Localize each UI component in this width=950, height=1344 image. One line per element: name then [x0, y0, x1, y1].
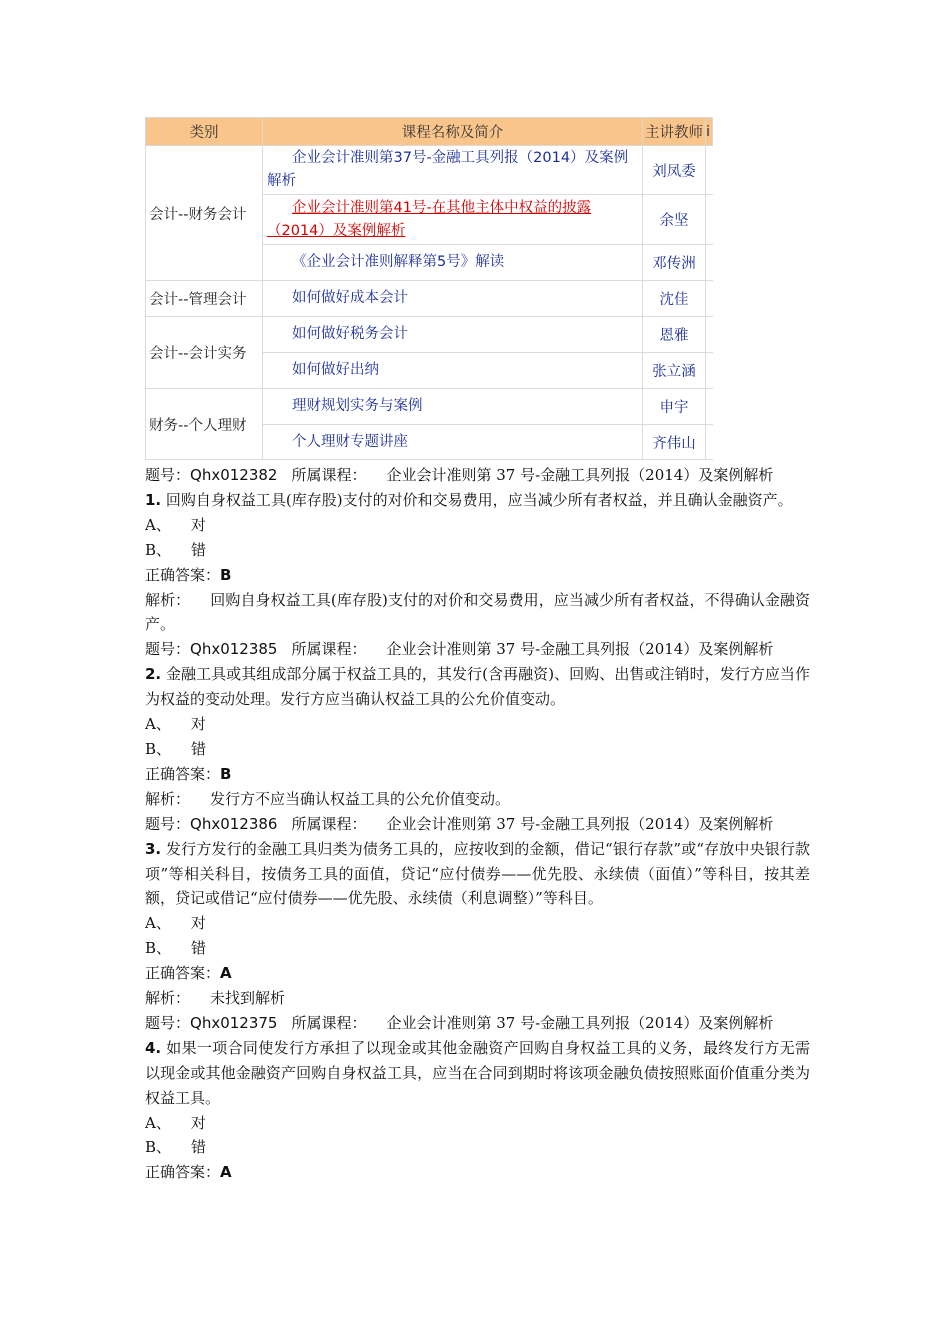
teacher-name: 余坚: [643, 195, 706, 245]
category-cell: 财务--个人理财: [146, 389, 263, 460]
analysis: 解析： 未找到解析: [145, 989, 286, 1008]
table-row: [146, 389, 713, 425]
course-table: [145, 117, 713, 460]
table-row: [146, 146, 713, 195]
analysis: 解析： 发行方不应当确认权益工具的公允价值变动。: [145, 789, 511, 808]
teacher-name: 邓传洲: [643, 245, 706, 281]
question-list: [145, 463, 810, 1185]
option-b: B、 错: [145, 939, 207, 958]
question-meta: 题号：Qhx012386 所属课程： 企业会计准则第 37 号-金融工具列报（2014）及案例解析: [145, 814, 774, 833]
teacher-name: 齐伟山: [643, 425, 706, 460]
question-text: 1. 回购自身权益工具(库存股)支付的对价和交易费用，应当减少所有者权益，并且确认金融资产。: [145, 490, 793, 509]
header-category: 类别: [146, 118, 263, 146]
correct-answer: 正确答案：A: [145, 1163, 232, 1182]
option-a: A、 对: [145, 914, 206, 933]
header-extra: i: [706, 118, 713, 146]
option-b: B、 错: [145, 739, 207, 758]
correct-answer: 正确答案：B: [145, 565, 232, 584]
table-row: [146, 317, 713, 353]
course-link[interactable]: 个人理财专题讲座: [263, 425, 643, 460]
correct-answer: 正确答案：B: [145, 764, 232, 783]
teacher-name: 申宇: [643, 389, 706, 425]
category-cell: 会计--管理会计: [146, 281, 263, 317]
course-link[interactable]: 企业会计准则第37号-金融工具列报（2014）及案例解析: [263, 146, 643, 195]
course-link-highlighted[interactable]: 企业会计准则第41号-在其他主体中权益的披露（2014）及案例解析: [263, 195, 643, 245]
teacher-name: 张立涵: [643, 353, 706, 389]
header-course: 课程名称及简介: [263, 118, 643, 146]
teacher-name: 沈佳: [643, 281, 706, 317]
correct-answer: 正确答案：A: [145, 964, 232, 983]
option-b: B、 错: [145, 540, 207, 559]
header-teacher: 主讲教师: [643, 118, 706, 146]
category-cell: 会计--会计实务: [146, 317, 263, 389]
table-header-row: [146, 118, 713, 146]
option-a: A、 对: [145, 715, 206, 734]
question-text: 4. 如果一项合同使发行方承担了以现金或其他金融资产回购自身权益工具的义务，最终发行方无需以现金或其他金融资产回购自身权益工具，应当在合同到期时将该项金融负债按照账面价值重分类为权益工具。: [145, 1038, 810, 1107]
analysis: 解析： 回购自身权益工具(库存股)支付的对价和交易费用，应当减少所有者权益，不得确认金融资产。: [145, 590, 810, 634]
option-a: A、 对: [145, 515, 206, 534]
teacher-name: 恩雅: [643, 317, 706, 353]
course-link[interactable]: 如何做好出纳: [263, 353, 643, 389]
course-link[interactable]: 理财规划实务与案例: [263, 389, 643, 425]
option-a: A、 对: [145, 1113, 206, 1132]
question-text: 3. 发行方发行的金融工具归类为债务工具的，应按收到的金额，借记“银行存款”或“存放中央银行款项”等相关科目，按债务工具的面值，贷记“应付债券——优先股、永续债（面值）”等科目，按其差额，贷记或借记“应付债券——优先股、永续债（利息调整）”等科目。: [145, 839, 810, 908]
course-link[interactable]: 如何做好成本会计: [263, 281, 643, 317]
question-meta: 题号：Qhx012375 所属课程： 企业会计准则第 37 号-金融工具列报（2014）及案例解析: [145, 1013, 774, 1032]
category-cell: 会计--财务会计: [146, 146, 263, 281]
teacher-name: 刘凤委: [643, 146, 706, 195]
question-meta: 题号：Qhx012385 所属课程： 企业会计准则第 37 号-金融工具列报（2014）及案例解析: [145, 640, 774, 659]
table-row: [146, 281, 713, 317]
question-meta: 题号：Qhx012382 所属课程： 企业会计准则第 37 号-金融工具列报（2014）及案例解析: [145, 466, 774, 484]
course-link[interactable]: 《企业会计准则解释第5号》解读: [263, 245, 643, 281]
course-link[interactable]: 如何做好税务会计: [263, 317, 643, 353]
option-b: B、 错: [145, 1138, 207, 1157]
question-text: 2. 金融工具或其组成部分属于权益工具的，其发行(含再融资)、回购、出售或注销时，发行方应当作为权益的变动处理。发行方应当确认权益工具的公允价值变动。: [145, 665, 810, 709]
